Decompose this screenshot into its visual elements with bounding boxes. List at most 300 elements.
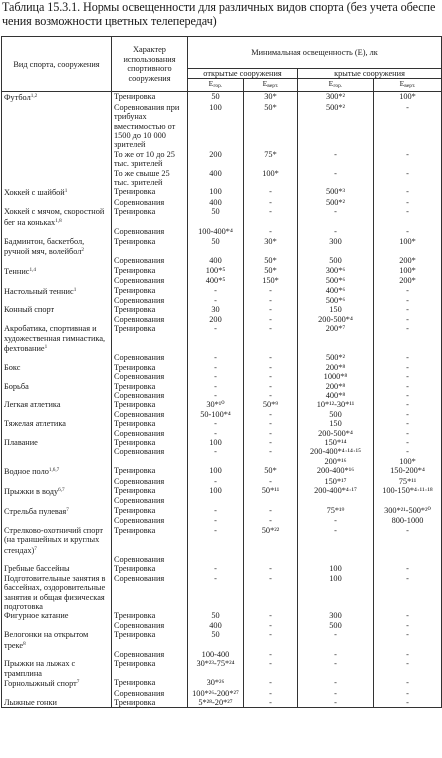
footnote-ref: 1,2	[30, 93, 38, 100]
cell-open-e-hor: 50	[188, 92, 244, 103]
footnote-ref: 1	[64, 188, 68, 195]
cell-sport: Борьба	[2, 382, 112, 391]
cell-covered-e-vert: -	[374, 447, 442, 456]
cell-open-e-vert: -	[244, 621, 298, 630]
cell-open-e-vert: -	[244, 698, 298, 708]
cell-covered-e-hor: 100	[298, 564, 374, 573]
table-header	[2, 37, 442, 92]
table-row	[2, 169, 442, 188]
cell-open-e-hor: 30	[188, 305, 244, 314]
cell-covered-e-vert: -	[374, 391, 442, 400]
cell-open-e-vert: -	[244, 198, 298, 207]
cell-open-e-vert: 30*	[244, 92, 298, 103]
cell-open-e-vert: -	[244, 477, 298, 486]
table-row	[2, 187, 442, 197]
cell-covered-e-hor: 300*⁶	[298, 266, 374, 276]
cell-open-e-hor: 400	[188, 169, 244, 188]
table-row	[2, 237, 442, 257]
cell-covered-e-hor: 500*⁶	[298, 296, 374, 305]
cell-usage: Соревнования	[112, 689, 188, 698]
cell-covered-e-vert: 100-150*⁴·¹¹·¹⁸	[374, 486, 442, 496]
cell-sport	[2, 315, 112, 324]
table-row	[2, 564, 442, 573]
header-usage: Характер использования спортивного сооружения	[112, 37, 188, 92]
table-row	[2, 506, 442, 516]
caption-line-2: чения возможности цветных телепередач)	[2, 14, 217, 28]
cell-open-e-vert: 50*⁹	[244, 400, 298, 409]
cell-usage: Соревнования	[112, 372, 188, 381]
cell-usage: Тренировка	[112, 266, 188, 276]
cell-covered-e-hor: 500*⁶	[298, 276, 374, 285]
cell-open-e-hor: -	[188, 506, 244, 516]
cell-open-e-hor: 400	[188, 198, 244, 207]
cell-covered-e-vert: 200*	[374, 276, 442, 285]
cell-open-e-hor: 50	[188, 237, 244, 257]
cell-covered-e-vert: 100*	[374, 92, 442, 103]
cell-usage: Тренировка	[112, 207, 188, 227]
table-row	[2, 689, 442, 698]
cell-open-e-hor: 100	[188, 187, 244, 197]
cell-usage: Тренировка	[112, 659, 188, 678]
cell-open-e-vert: -	[244, 506, 298, 516]
cell-open-e-vert: -	[244, 296, 298, 305]
cell-covered-e-hor: 1000*⁸	[298, 372, 374, 381]
cell-open-e-vert: 50*	[244, 103, 298, 150]
cell-covered-e-hor: 500	[298, 410, 374, 419]
cell-open-e-vert: -	[244, 650, 298, 659]
cell-open-e-vert: -	[244, 187, 298, 197]
cell-open-e-hor: -	[188, 324, 244, 353]
cell-sport	[2, 227, 112, 236]
cell-usage: Соревнования	[112, 650, 188, 659]
cell-sport: Водное поло$^{1,6,7}$	[2, 466, 112, 476]
cell-open-e-hor: -	[188, 564, 244, 573]
table-row	[2, 207, 442, 227]
table-row	[2, 621, 442, 630]
cell-usage: Тренировка	[112, 286, 188, 296]
cell-sport: Настольный теннис$^1$	[2, 286, 112, 296]
cell-covered-e-vert: -	[374, 689, 442, 698]
cell-covered-e-vert: -	[374, 698, 442, 708]
table-row	[2, 429, 442, 438]
cell-open-e-vert: -	[244, 391, 298, 400]
cell-open-e-hor: 100	[188, 486, 244, 496]
cell-covered-e-hor: 75*¹⁹	[298, 506, 374, 516]
cell-usage: Тренировка	[112, 564, 188, 573]
cell-sport	[2, 429, 112, 438]
cell-open-e-vert: 50*	[244, 256, 298, 265]
cell-covered-e-vert: -	[374, 198, 442, 207]
cell-covered-e-hor: 300*²	[298, 92, 374, 103]
cell-covered-e-vert: 800-1000	[374, 516, 442, 525]
cell-open-e-vert: -	[244, 564, 298, 573]
cell-usage: Соревнования	[112, 391, 188, 400]
footnote-ref: 7	[76, 679, 80, 686]
cell-covered-e-hor: 400*⁸	[298, 391, 374, 400]
cell-usage: Тренировка	[112, 324, 188, 353]
cell-covered-e-hor: 100	[298, 574, 374, 612]
cell-open-e-vert: -	[244, 611, 298, 620]
cell-covered-e-hor: 200-400*⁴·¹⁷	[298, 486, 374, 496]
cell-sport	[2, 256, 112, 265]
cell-covered-e-vert: -	[374, 315, 442, 324]
table-row	[2, 678, 442, 688]
cell-usage: Тренировка	[112, 526, 188, 555]
cell-covered-e-vert: -	[374, 650, 442, 659]
cell-sport	[2, 555, 112, 564]
table-row	[2, 382, 442, 391]
cell-covered-e-vert: -	[374, 103, 442, 150]
table-row	[2, 611, 442, 620]
cell-covered-e-hor: 200*⁷	[298, 324, 374, 353]
cell-open-e-hor: -	[188, 382, 244, 391]
cell-covered-e-vert: -	[374, 372, 442, 381]
cell-sport: Стрелково-охотничий спорт (на траншейных и круглых стендах)$^7$	[2, 526, 112, 555]
table-row	[2, 555, 442, 564]
cell-covered-e-hor: 200*¹⁶	[298, 457, 374, 466]
cell-covered-e-hor: 200-400*¹⁶	[298, 466, 374, 476]
cell-sport: Хоккей с мячом, скоростной бег на коньках$^{1,8}$	[2, 207, 112, 227]
cell-covered-e-vert: -	[374, 438, 442, 447]
cell-usage: Тренировка	[112, 305, 188, 314]
cell-sport: Подготовительные занятия в бассейнах, оздоровительные занятия и общая физическая подготовка	[2, 574, 112, 612]
cell-covered-e-vert: -	[374, 207, 442, 227]
cell-sport	[2, 296, 112, 305]
cell-open-e-hor: 50	[188, 611, 244, 620]
cell-open-e-vert: -	[244, 410, 298, 419]
cell-usage: Соревнования	[112, 315, 188, 324]
cell-usage: Тренировка	[112, 611, 188, 620]
table-row	[2, 438, 442, 447]
cell-open-e-vert: 50*	[244, 466, 298, 476]
cell-covered-e-hor: 400*⁶	[298, 286, 374, 296]
cell-covered-e-hor: 300	[298, 237, 374, 257]
cell-open-e-vert: 50*²²	[244, 526, 298, 555]
table-row	[2, 353, 442, 362]
cell-covered-e-vert: -	[374, 429, 442, 438]
table-row	[2, 486, 442, 496]
cell-open-e-vert: 100*	[244, 169, 298, 188]
footnote-ref: 1	[73, 286, 77, 293]
cell-open-e-hor: -	[188, 363, 244, 372]
table-row	[2, 315, 442, 324]
cell-open-e-hor: -	[188, 391, 244, 400]
cell-usage: Тренировка	[112, 466, 188, 476]
footnote-ref: 7	[34, 545, 37, 552]
cell-sport	[2, 150, 112, 169]
cell-open-e-vert: -	[244, 689, 298, 698]
table-row	[2, 419, 442, 428]
cell-covered-e-vert: -	[374, 678, 442, 688]
table-row	[2, 447, 442, 456]
table-row	[2, 256, 442, 265]
cell-covered-e-hor: 500*²	[298, 353, 374, 362]
cell-open-e-hor: -	[188, 372, 244, 381]
cell-open-e-vert: -	[244, 659, 298, 678]
header-sport: Вид спорта, сооружения	[2, 37, 112, 92]
cell-covered-e-hor: 150	[298, 419, 374, 428]
cell-open-e-vert: -	[244, 227, 298, 236]
cell-covered-e-vert: -	[374, 410, 442, 419]
cell-sport: Акробатика, спортивная и художественная гимнастика, фехтование$^1$	[2, 324, 112, 353]
cell-covered-e-vert: -	[374, 659, 442, 678]
table-row	[2, 372, 442, 381]
cell-covered-e-hor: 200-500*⁴	[298, 429, 374, 438]
table-row	[2, 659, 442, 678]
footnote-ref: 8	[23, 640, 26, 647]
cell-covered-e-hor: 150*¹⁷	[298, 477, 374, 486]
cell-usage: Соревнования	[112, 555, 188, 564]
cell-open-e-hor: 30*²⁶	[188, 678, 244, 688]
cell-sport	[2, 353, 112, 362]
cell-sport: Конный спорт	[2, 305, 112, 314]
cell-covered-e-hor: -	[298, 630, 374, 650]
cell-sport	[2, 477, 112, 486]
cell-usage	[112, 457, 188, 466]
table-row	[2, 391, 442, 400]
cell-open-e-vert: -	[244, 286, 298, 296]
cell-sport: Бокс	[2, 363, 112, 372]
header-open-e-hor: Eгор.	[188, 79, 244, 92]
cell-covered-e-vert: -	[374, 382, 442, 391]
header-covered-e-hor: Eгор.	[298, 79, 374, 92]
illuminance-table	[1, 36, 442, 708]
cell-covered-e-vert: -	[374, 574, 442, 612]
table-row	[2, 477, 442, 486]
cell-covered-e-vert: -	[374, 305, 442, 314]
cell-open-e-hor: 200	[188, 315, 244, 324]
cell-covered-e-vert	[374, 555, 442, 564]
cell-sport	[2, 447, 112, 456]
cell-usage: Соревнования	[112, 429, 188, 438]
cell-covered-e-vert: 200*	[374, 256, 442, 265]
cell-open-e-vert: -	[244, 438, 298, 447]
cell-open-e-hor: 100*⁵	[188, 266, 244, 276]
header-open: открытые сооружения	[188, 69, 298, 79]
cell-covered-e-hor	[298, 496, 374, 505]
cell-covered-e-vert: -	[374, 611, 442, 620]
cell-usage: Соревнования	[112, 276, 188, 285]
cell-usage: Тренировка	[112, 486, 188, 496]
cell-sport: Футбол$^{1,2}$	[2, 92, 112, 103]
cell-open-e-hor: 50	[188, 207, 244, 227]
cell-open-e-hor: -	[188, 419, 244, 428]
cell-covered-e-hor: -	[298, 659, 374, 678]
cell-covered-e-vert: 300*²¹-500*²⁰	[374, 506, 442, 516]
cell-sport	[2, 198, 112, 207]
cell-open-e-vert: -	[244, 324, 298, 353]
cell-open-e-hor: -	[188, 429, 244, 438]
cell-covered-e-vert: -	[374, 526, 442, 555]
cell-open-e-vert: -	[244, 678, 298, 688]
cell-sport: Бадминтон, баскетбол, ручной мяч, волейбол$^2$	[2, 237, 112, 257]
cell-usage: Тренировка	[112, 630, 188, 650]
caption-line-1: Таблица 15.3.1. Нормы освещенности для различных видов спорта (без учета обеспе	[2, 0, 436, 14]
cell-open-e-vert: -	[244, 447, 298, 456]
cell-covered-e-hor: -	[298, 526, 374, 555]
cell-sport: Фигурное катание	[2, 611, 112, 620]
cell-covered-e-vert: -	[374, 227, 442, 236]
table-row	[2, 227, 442, 236]
cell-open-e-vert: 75*	[244, 150, 298, 169]
cell-sport	[2, 650, 112, 659]
cell-open-e-hor: 100	[188, 103, 244, 150]
table-row	[2, 266, 442, 276]
cell-sport: Хоккей с шайбой$^1$	[2, 187, 112, 197]
cell-usage: Тренировка	[112, 237, 188, 257]
cell-usage: Соревнования	[112, 410, 188, 419]
cell-covered-e-vert: -	[374, 324, 442, 353]
table-row	[2, 103, 442, 150]
cell-open-e-hor	[188, 457, 244, 466]
cell-sport: Гребные бассейны	[2, 564, 112, 573]
cell-sport	[2, 496, 112, 505]
table-row	[2, 92, 442, 103]
cell-covered-e-vert: -	[374, 630, 442, 650]
table-row	[2, 198, 442, 207]
cell-open-e-hor: -	[188, 447, 244, 456]
cell-open-e-hor: 100-400*⁴	[188, 227, 244, 236]
cell-covered-e-vert: -	[374, 419, 442, 428]
cell-covered-e-vert: 150-200*⁴	[374, 466, 442, 476]
cell-open-e-vert: -	[244, 574, 298, 612]
table-caption	[2, 0, 442, 28]
footnote-ref: 6,7	[58, 487, 65, 494]
cell-open-e-vert: -	[244, 429, 298, 438]
cell-open-e-hor: -	[188, 526, 244, 555]
cell-covered-e-hor: -	[298, 227, 374, 236]
cell-open-e-vert: -	[244, 419, 298, 428]
cell-sport	[2, 457, 112, 466]
cell-open-e-vert: -	[244, 315, 298, 324]
cell-sport: Горнолыжный спорт$^7$	[2, 678, 112, 688]
cell-usage: Соревнования	[112, 353, 188, 362]
cell-open-e-vert: 150*	[244, 276, 298, 285]
cell-open-e-vert: -	[244, 630, 298, 650]
cell-open-e-vert: -	[244, 305, 298, 314]
cell-usage: Соревнования	[112, 496, 188, 505]
cell-covered-e-hor	[298, 555, 374, 564]
cell-covered-e-vert	[374, 496, 442, 505]
cell-usage: Соревнования	[112, 574, 188, 612]
cell-open-e-hor: 30*²³-75*²⁴	[188, 659, 244, 678]
cell-covered-e-hor: 500*³	[298, 187, 374, 197]
table-row	[2, 363, 442, 372]
cell-open-e-vert: -	[244, 372, 298, 381]
cell-open-e-vert: -	[244, 382, 298, 391]
cell-sport: Велогонки на открытом треке$^8$	[2, 630, 112, 650]
cell-open-e-hor: -	[188, 353, 244, 362]
table-row	[2, 410, 442, 419]
cell-covered-e-vert: -	[374, 400, 442, 409]
cell-usage: Тренировка	[112, 92, 188, 103]
cell-usage: Тренировка	[112, 363, 188, 372]
cell-open-e-hor: -	[188, 574, 244, 612]
cell-covered-e-hor: -	[298, 150, 374, 169]
cell-sport: Легкая атлетика	[2, 400, 112, 409]
cell-covered-e-hor: 200*⁸	[298, 363, 374, 372]
cell-open-e-hor: 100	[188, 438, 244, 447]
footnote-ref: 1,4	[29, 266, 36, 273]
cell-open-e-hor	[188, 496, 244, 505]
cell-usage: Тренировка	[112, 419, 188, 428]
footnote-ref: 7	[66, 506, 69, 513]
cell-sport: Прыжки в воду$^{6,7}$	[2, 486, 112, 496]
cell-covered-e-vert: -	[374, 286, 442, 296]
cell-covered-e-hor: 200-500*⁴	[298, 315, 374, 324]
cell-covered-e-hor: 500	[298, 621, 374, 630]
cell-usage: Тренировка	[112, 698, 188, 708]
cell-covered-e-hor: -	[298, 689, 374, 698]
table-row	[2, 574, 442, 612]
cell-covered-e-vert: -	[374, 363, 442, 372]
header-open-e-vert: Eверт.	[244, 79, 298, 92]
cell-sport: Теннис$^{1,4}$	[2, 266, 112, 276]
table-row	[2, 526, 442, 555]
table-row	[2, 698, 442, 708]
cell-covered-e-hor: 150	[298, 305, 374, 314]
header-covered-e-vert: Eверт.	[374, 79, 442, 92]
cell-open-e-vert: -	[244, 363, 298, 372]
table-row	[2, 496, 442, 505]
cell-covered-e-vert: 75*¹¹	[374, 477, 442, 486]
table-row	[2, 630, 442, 650]
cell-covered-e-vert: -	[374, 150, 442, 169]
cell-open-e-vert	[244, 496, 298, 505]
cell-open-e-vert: -	[244, 207, 298, 227]
cell-usage: Тренировка	[112, 506, 188, 516]
header-covered: крытые сооружения	[298, 69, 442, 79]
cell-covered-e-vert: -	[374, 187, 442, 197]
cell-sport	[2, 372, 112, 381]
cell-covered-e-hor: 200*⁸	[298, 382, 374, 391]
cell-sport: Лыжные гонки	[2, 698, 112, 708]
cell-open-e-hor: 5*²⁸-20*²⁷	[188, 698, 244, 708]
cell-sport: Тяжелая атлетика	[2, 419, 112, 428]
cell-covered-e-hor: 500	[298, 256, 374, 265]
cell-covered-e-vert: -	[374, 621, 442, 630]
table-row	[2, 466, 442, 476]
cell-open-e-vert	[244, 555, 298, 564]
cell-usage: Соревнования	[112, 256, 188, 265]
table-row	[2, 324, 442, 353]
cell-sport: Плавание	[2, 438, 112, 447]
cell-usage: То же от 10 до 25 тыс. зрителей	[112, 150, 188, 169]
cell-usage: Соревнования	[112, 447, 188, 456]
cell-usage: Тренировка	[112, 382, 188, 391]
cell-usage: Тренировка	[112, 678, 188, 688]
table-row	[2, 150, 442, 169]
cell-covered-e-hor: 10*¹²-30*¹¹	[298, 400, 374, 409]
footnote-ref: 1,6,7	[48, 467, 60, 474]
cell-open-e-hor: -	[188, 477, 244, 486]
cell-covered-e-hor: -	[298, 650, 374, 659]
cell-covered-e-vert: -	[374, 296, 442, 305]
cell-open-e-hor: 400*⁵	[188, 276, 244, 285]
cell-covered-e-hor: -	[298, 698, 374, 708]
cell-covered-e-hor: 200-400*⁴·¹⁴·¹⁵	[298, 447, 374, 456]
cell-sport	[2, 169, 112, 188]
cell-covered-e-vert: -	[374, 564, 442, 573]
cell-sport	[2, 410, 112, 419]
cell-sport	[2, 276, 112, 285]
cell-sport	[2, 391, 112, 400]
cell-covered-e-vert: -	[374, 353, 442, 362]
cell-usage: Соревнования	[112, 227, 188, 236]
cell-usage: Соревнования	[112, 477, 188, 486]
cell-covered-e-hor: -	[298, 678, 374, 688]
cell-open-e-vert: 50*	[244, 266, 298, 276]
